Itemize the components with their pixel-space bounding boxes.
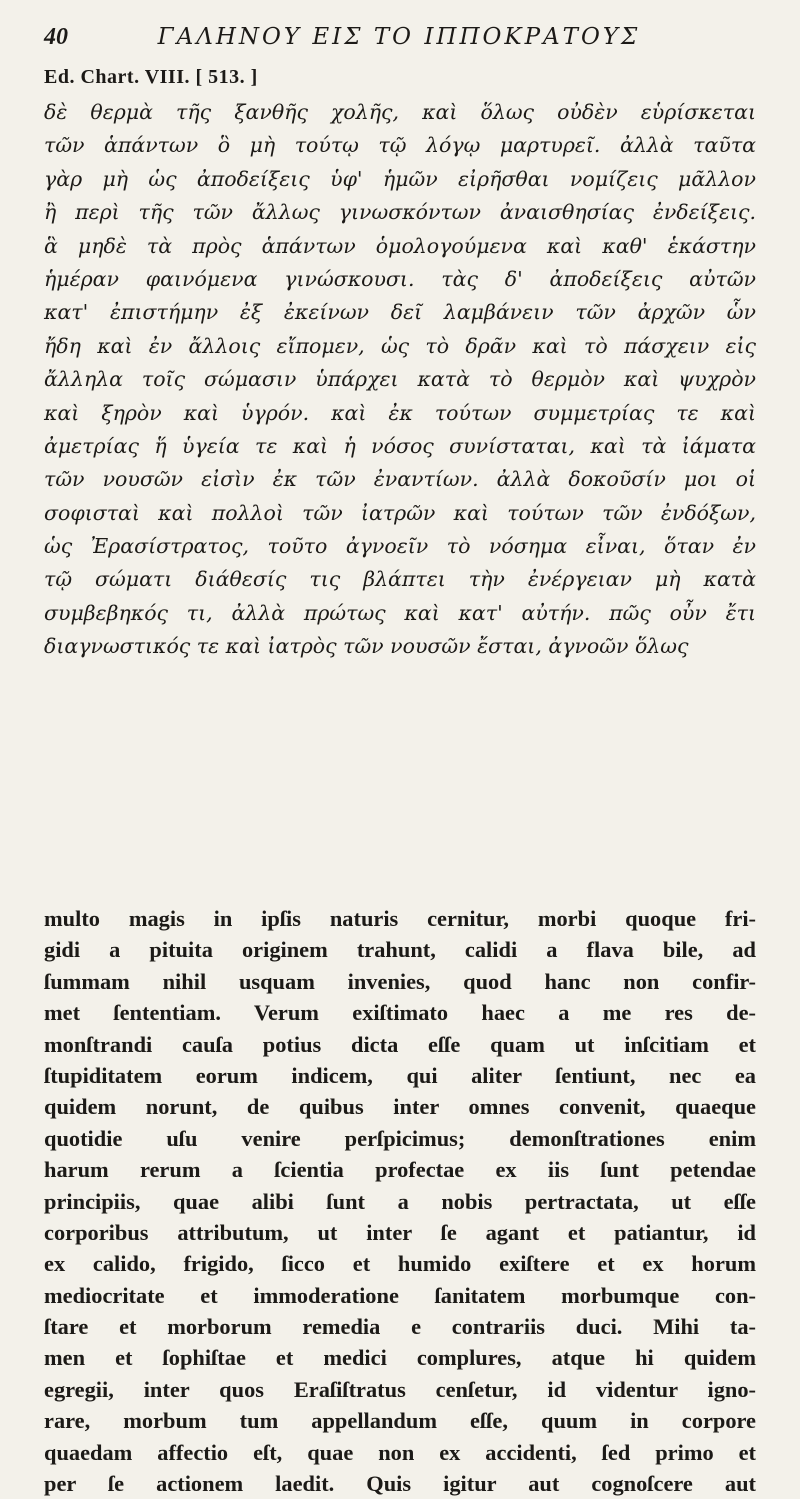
latin-line: corporibus attributum, ut inter ſe agant et patiantur, id <box>44 1219 756 1245</box>
latin-line: multo magis in ipſis naturis cernitur, morbi quoque fri- <box>44 906 756 931</box>
latin-line: ſummam nihil usquam invenies, quod hanc non confir- <box>44 968 756 994</box>
greek-line: δὲ θερμὰ τῆς ξανθῆς χολῆς, καὶ ὅλως οὐδὲν εὑρίσκεται <box>44 100 756 124</box>
latin-line: quaedam affectio eſt, quae non ex accidenti, ſed primo et <box>44 1439 756 1465</box>
greek-line: ὡς Ἐρασίστρατος, τοῦτο ἀγνοεῖν τὸ νόσημα εἶναι, ὅταν ἐν <box>44 534 756 559</box>
page-number: 40 <box>44 24 68 50</box>
latin-line: principiis, quae alibi ſunt a nobis pertractata, ut eſſe <box>44 1188 756 1214</box>
greek-line: ἢ περὶ τῆς τῶν ἄλλως γινωσκόντων ἀναισθησίας ἐνδείξεις. <box>44 200 756 225</box>
greek-line: τῶν νουσῶν εἰσὶν ἐκ τῶν ἐναντίων. ἀλλὰ δοκοῦσίν μοι οἱ <box>44 467 756 492</box>
latin-line: egregii, inter quos Eraſiſtratus cenſetur, id videntur igno- <box>44 1376 756 1402</box>
latin-line: ſtupiditatem eorum indicem, qui aliter ſentiunt, nec ea <box>44 1062 756 1088</box>
greek-line: γὰρ μὴ ὡς ἀποδείξεις ὑφ' ἡμῶν εἰρῆσθαι νομίζεις μᾶλλον <box>44 166 756 191</box>
greek-line: ἀμετρίας ἥ ὑγεία τε καὶ ἡ νόσος συνίσταται, καὶ τὰ ἰάματα <box>44 433 756 458</box>
latin-line: men et ſophiſtae et medici complures, atque hi quidem <box>44 1345 756 1371</box>
greek-line: ἤδη καὶ ἐν ἄλλοις εἴπομεν, ὡς τὸ δρᾶν καὶ τὸ πάσχειν εἰς <box>44 333 756 358</box>
latin-line: rare, morbum tum appellandum eſſe, quum in corpore <box>44 1408 756 1434</box>
latin-text-block <box>44 903 756 1499</box>
page-header <box>44 22 744 62</box>
latin-line: ſtare et morborum remedia e contrariis duci. Mihi ta- <box>44 1314 756 1340</box>
latin-line: met ſententiam. Verum exiſtimato haec a me res de- <box>44 1000 756 1026</box>
latin-line: per ſe actionem laedit. Quis igitur aut cognoſcere aut <box>44 1471 756 1497</box>
greek-line: κατ' ἐπιστήμην ἐξ ἐκείνων δεῖ λαμβάνειν τῶν ἀρχῶν ὧν <box>44 300 756 325</box>
greek-line: ἄλληλα τοῖς σώμασιν ὑπάρχει κατὰ τὸ θερμὸν καὶ ψυχρὸν <box>44 367 756 392</box>
greek-line: καὶ ξηρὸν καὶ ὑγρόν. καὶ ἐκ τούτων συμμετρίας τε καὶ <box>44 400 756 425</box>
latin-line: quidem norunt, de quibus inter omnes convenit, quaeque <box>44 1094 756 1120</box>
latin-line: ex calido, frigido, ſicco et humido exiſtere et ex horum <box>44 1251 756 1277</box>
edition-reference: Ed. Chart. VIII. [ 513. ] <box>44 66 258 88</box>
latin-line: monſtrandi cauſa potius dicta eſſe quam ut inſcitiam et <box>44 1031 756 1057</box>
greek-line: τῷ σώματι διάθεσίς τις βλάπτει τὴν ἐνέργειαν μὴ κατὰ <box>44 567 756 592</box>
greek-line: ἡμέραν φαινόμενα γινώσκουσι. τὰς δ' ἀποδείξεις αὐτῶν <box>44 266 756 291</box>
latin-line: gidi a pituita originem trahunt, calidi a flava bile, ad <box>44 937 756 963</box>
greek-line: σοφισταὶ καὶ πολλοὶ τῶν ἰατρῶν καὶ τούτων τῶν ἐνδόξων, <box>44 500 756 525</box>
latin-line: mediocritate et immoderatione ſanitatem morbumque con- <box>44 1282 756 1308</box>
running-title: ΓΑΛΗΝΟΥ ΕΙΣ ΤΟ ΙΠΠΟΚΡΑΤΟΥΣ <box>157 24 641 50</box>
latin-line: harum rerum a ſcientia profectae ex iis ſunt petendae <box>44 1157 756 1183</box>
latin-line: quotidie uſu venire perſpicimus; demonſtrationes enim <box>44 1125 756 1151</box>
greek-line: τῶν ἁπάντων ὃ μὴ τούτῳ τῷ λόγῳ μαρτυρεῖ. ἀλλὰ ταῦτα <box>44 133 756 158</box>
greek-line: ἃ μηδὲ τὰ πρὸς ἁπάντων ὁμολογούμενα καὶ καθ' ἑκάστην <box>44 233 756 258</box>
greek-line: συμβεβηκός τι, ἀλλὰ πρώτως καὶ κατ' αὐτήν. πῶς οὖν ἔτι <box>44 600 756 625</box>
greek-line: διαγνωστικός τε καὶ ἰατρὸς τῶν νουσῶν ἔσται, ἀγνοῶν ὅλως <box>44 634 689 659</box>
greek-text-block <box>44 96 756 664</box>
